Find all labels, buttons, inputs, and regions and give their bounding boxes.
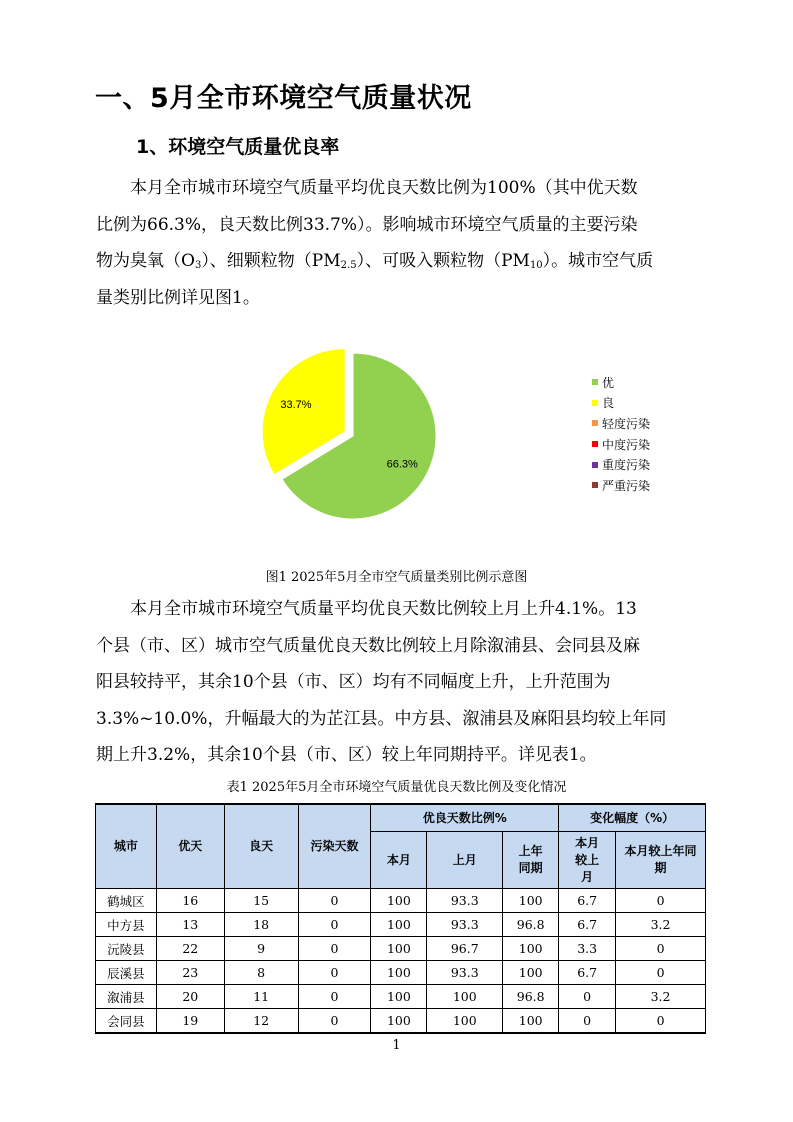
header-vs-last-month: 本月较上月 <box>559 832 616 889</box>
air-quality-table <box>95 803 706 1034</box>
city-cell: 中方县 <box>96 913 157 937</box>
value-cell: 0 <box>298 1009 371 1034</box>
value-cell: 6.7 <box>559 961 616 985</box>
paragraph-line: 本月全市城市环境空气质量平均优良天数比例为100%（其中优天数 <box>130 178 638 198</box>
header-change-group: 变化幅度（%） <box>559 804 706 832</box>
subscript: 2.5 <box>340 260 357 271</box>
value-cell: 100 <box>371 889 427 913</box>
legend-label: 中度污染 <box>602 437 651 452</box>
value-cell: 23 <box>156 961 224 985</box>
city-cell: 辰溪县 <box>96 961 157 985</box>
value-cell: 6.7 <box>559 913 616 937</box>
legend-swatch <box>592 400 598 406</box>
header-good-days: 良天 <box>224 804 298 889</box>
value-cell: 93.3 <box>427 889 503 913</box>
subscript: 10 <box>529 260 543 271</box>
value-cell: 100 <box>371 913 427 937</box>
city-cell: 会同县 <box>96 1009 157 1034</box>
value-cell: 20 <box>156 985 224 1009</box>
value-cell: 13 <box>156 913 224 937</box>
table-row <box>96 913 706 937</box>
legend-item <box>592 434 650 455</box>
slice-label: 33.7% <box>280 398 312 411</box>
value-cell: 16 <box>156 889 224 913</box>
subsection-heading: 1、环境空气质量优良率 <box>136 136 340 158</box>
value-cell: 0 <box>298 985 371 1009</box>
value-cell: 93.3 <box>427 961 503 985</box>
paragraph-line: 量类别比例详见图1。 <box>96 287 260 308</box>
header-last-month: 上月 <box>427 832 503 889</box>
value-cell: 100 <box>427 1009 503 1034</box>
paragraph-line: 物为臭氧$(O_3)$、细颗粒物$(PM_{2.5})$、可吸入颗粒物$(PM_{10})$。城市空气质 <box>96 251 654 271</box>
intro-paragraph <box>96 170 708 316</box>
legend-swatch <box>592 420 598 426</box>
value-cell: 100 <box>371 937 427 961</box>
figure-caption: 图1 2025年5月全市空气质量类别比例示意图 <box>265 570 528 585</box>
page-number: 1 <box>392 1038 401 1053</box>
value-cell: 0 <box>616 889 706 913</box>
value-cell: 0 <box>298 937 371 961</box>
value-cell: 0 <box>616 961 706 985</box>
legend-label: 良 <box>602 396 615 411</box>
value-cell: 0 <box>298 889 371 913</box>
value-cell: 0 <box>559 985 616 1009</box>
value-cell: 100 <box>427 985 503 1009</box>
value-cell: 22 <box>156 937 224 961</box>
header-ratio-group: 优良天数比例% <box>371 804 559 832</box>
header-vs-last-year: 本月较上年同期 <box>616 832 706 889</box>
value-cell: 100 <box>503 1009 559 1034</box>
value-cell: 100 <box>503 889 559 913</box>
value-cell: 11 <box>224 985 298 1009</box>
subscript: 3 <box>194 260 202 271</box>
paragraph-line: 期上升3.2%，其余10个县（市、区）较上年同期持平。详见表1。 <box>96 745 597 765</box>
city-cell: 鹤城区 <box>96 889 157 913</box>
legend-swatch <box>592 482 598 488</box>
legend-item <box>592 372 650 393</box>
header-polluted-days: 污染天数 <box>298 804 371 889</box>
value-cell: 3.2 <box>616 913 706 937</box>
value-cell: 9 <box>224 937 298 961</box>
table-caption: 表1 2025年5月全市环境空气质量优良天数比例及变化情况 <box>226 780 567 795</box>
value-cell: 15 <box>224 889 298 913</box>
header-last-year: 上年同期 <box>503 832 559 889</box>
value-cell: 96.8 <box>503 913 559 937</box>
value-cell: 100 <box>503 961 559 985</box>
paragraph-line: 阳县较持平，其余10个县（市、区）均有不同幅度上升，上升范围为 <box>96 672 611 692</box>
value-cell: 0 <box>298 961 371 985</box>
legend-swatch <box>592 441 598 447</box>
legend-swatch <box>592 462 598 468</box>
value-cell: 0 <box>559 1009 616 1034</box>
paragraph-line: 3.3%~10.0%，升幅最大的为芷江县。中方县、溆浦县及麻阳县均较上年同 <box>96 708 667 729</box>
value-cell: 19 <box>156 1009 224 1034</box>
value-cell: 0 <box>616 937 706 961</box>
header-city: 城市 <box>96 804 157 889</box>
legend-item <box>592 475 650 496</box>
legend-item <box>592 393 650 414</box>
value-cell: 96.8 <box>503 985 559 1009</box>
value-cell: 0 <box>616 1009 706 1034</box>
value-cell: 100 <box>503 937 559 961</box>
header-this-month: 本月 <box>371 832 427 889</box>
value-cell: 100 <box>371 1009 427 1034</box>
value-cell: 96.7 <box>427 937 503 961</box>
paragraph-line: 本月全市城市环境空气质量平均优良天数比例较上月上升4.1%。13 <box>130 599 637 619</box>
value-cell: 3.3 <box>559 937 616 961</box>
city-cell: 溆浦县 <box>96 985 157 1009</box>
comparison-paragraph <box>96 591 708 774</box>
value-cell: 3.2 <box>616 985 706 1009</box>
legend-label: 优 <box>602 375 615 390</box>
legend-label: 重度污染 <box>602 458 651 473</box>
table-row <box>96 937 706 961</box>
value-cell: 100 <box>371 961 427 985</box>
paragraph-line: 比例为66.3%，良天数比例33.7%）。影响城市环境空气质量的主要污染 <box>96 214 638 235</box>
pie-chart-svg <box>240 340 580 540</box>
value-cell: 100 <box>371 985 427 1009</box>
table-row <box>96 985 706 1009</box>
table-row <box>96 1009 706 1034</box>
value-cell: 93.3 <box>427 913 503 937</box>
value-cell: 0 <box>298 913 371 937</box>
value-cell: 6.7 <box>559 889 616 913</box>
value-cell: 18 <box>224 913 298 937</box>
paragraph-line: 个县（市、区）城市空气质量优良天数比例较上月除溆浦县、会同县及麻 <box>96 635 640 656</box>
value-cell: 8 <box>224 961 298 985</box>
slice-label: 66.3% <box>386 458 418 471</box>
legend-swatch <box>592 379 598 385</box>
value-cell: 12 <box>224 1009 298 1034</box>
city-cell: 沅陵县 <box>96 937 157 961</box>
chart-legend <box>592 372 650 496</box>
legend-label: 轻度污染 <box>602 416 651 431</box>
legend-item <box>592 413 650 434</box>
section-heading: 一、5月全市环境空气质量状况 <box>95 83 472 114</box>
table-row <box>96 961 706 985</box>
header-excellent-days: 优天 <box>156 804 224 889</box>
table-row <box>96 889 706 913</box>
legend-item <box>592 454 650 475</box>
legend-label: 严重污染 <box>602 478 651 493</box>
